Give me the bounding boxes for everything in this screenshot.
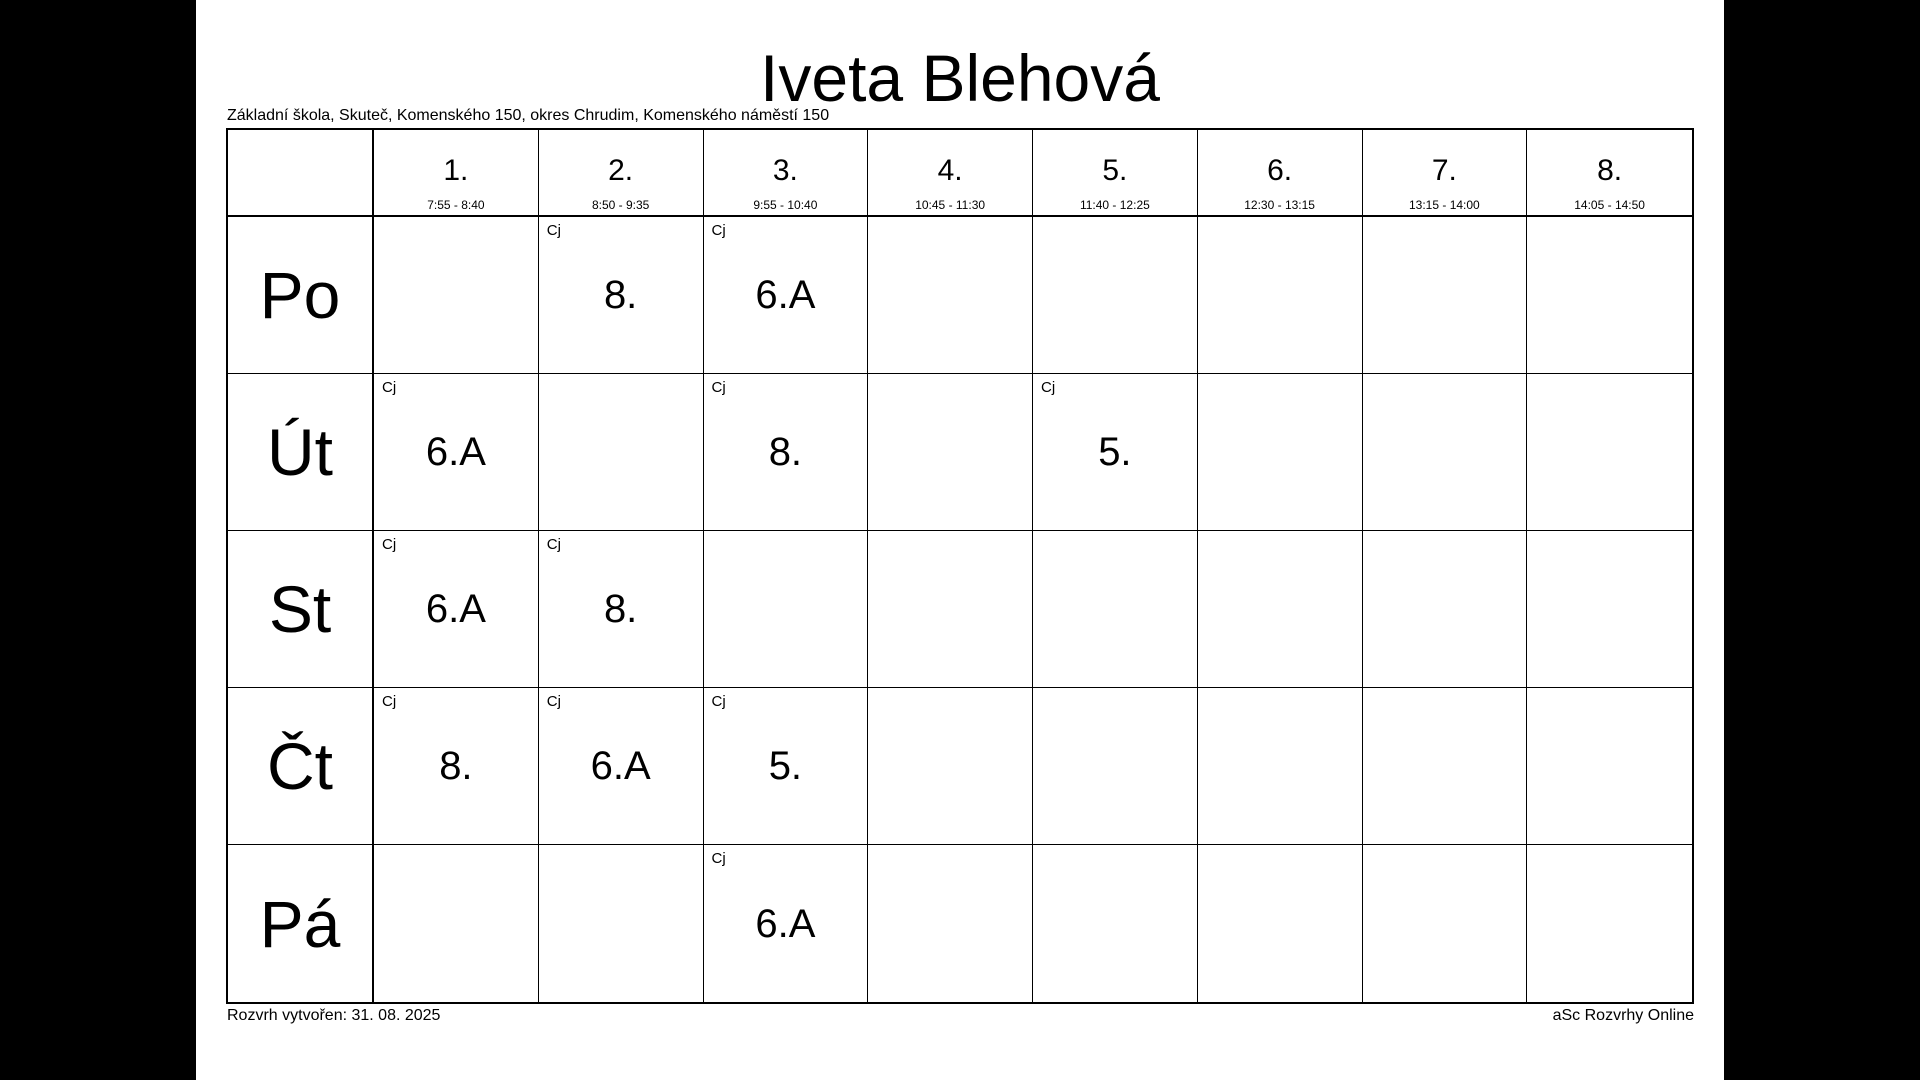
empty-slot [1527,688,1692,845]
lesson-subject: Cj [711,850,726,867]
lesson-class: 5. [1098,430,1132,474]
school-name: Základní škola, Skuteč, Komenského 150, okres Chrudim, Komenského náměstí 150 [227,107,830,124]
period-time: 14:05 - 14:50 [1574,198,1645,212]
period-time: 13:15 - 14:00 [1409,198,1480,212]
lesson-card[interactable] [539,217,704,374]
day-header [228,845,374,1002]
lesson-subject: Cj [546,222,561,239]
period-number: 7. [1431,154,1457,187]
empty-slot [374,845,539,1002]
empty-slot [868,531,1033,688]
empty-slot [1198,217,1363,374]
empty-slot [374,217,539,374]
period-time: 11:40 - 12:25 [1079,198,1150,212]
period-header [1527,130,1692,217]
lesson-card[interactable] [374,531,539,688]
timetable-grid [226,128,1694,1004]
empty-slot [868,217,1033,374]
lesson-subject: Cj [1041,379,1056,396]
period-header [704,130,869,217]
empty-slot [1527,845,1692,1002]
lesson-class: 8. [603,587,638,631]
empty-slot [1363,688,1528,845]
empty-slot [1363,374,1528,531]
lesson-class: 6.A [755,901,816,946]
lesson-card[interactable] [539,531,704,688]
day-header [228,688,374,845]
empty-slot [704,531,869,688]
period-time: 7:55 - 8:40 [427,198,485,212]
corner-cell [228,130,374,217]
page-title: Iveta Blehová [760,41,1160,115]
timetable-sheet [196,0,1724,1080]
period-number: 5. [1102,154,1128,187]
empty-slot [868,845,1033,1002]
period-time: 9:55 - 10:40 [753,198,818,212]
day-label: Pá [259,886,341,961]
lesson-class: 8. [768,430,803,474]
empty-slot [1363,531,1528,688]
lesson-class: 5. [768,744,803,788]
period-number: 2. [608,154,634,187]
empty-slot [539,374,704,531]
period-header [1033,130,1198,217]
period-time: 10:45 - 11:30 [915,198,986,212]
empty-slot [1033,217,1198,374]
period-number: 1. [443,154,469,187]
period-header [868,130,1033,217]
period-number: 4. [937,154,963,187]
day-header [228,374,374,531]
empty-slot [1198,374,1363,531]
day-label: Čt [267,729,333,803]
day-label: Út [267,415,333,489]
period-time: 12:30 - 13:15 [1244,198,1315,212]
lesson-class: 8. [439,744,473,788]
lesson-class: 6.A [755,273,816,317]
empty-slot [1033,688,1198,845]
empty-slot [1033,845,1198,1002]
created-date: Rozvrh vytvořen: 31. 08. 2025 [227,1007,441,1024]
lesson-class: 6.A [425,430,486,474]
empty-slot [868,688,1033,845]
lesson-card[interactable] [704,217,869,374]
empty-slot [1527,374,1692,531]
lesson-card[interactable] [1033,374,1198,531]
period-number: 8. [1597,154,1623,187]
period-header [1198,130,1363,217]
lesson-subject: Cj [382,693,397,710]
lesson-card[interactable] [539,688,704,845]
day-header [228,531,374,688]
lesson-card[interactable] [704,688,869,845]
lesson-class: 6.A [590,744,651,788]
lesson-card[interactable] [374,374,539,531]
lesson-subject: Cj [382,379,397,396]
empty-slot [868,374,1033,531]
empty-slot [1527,531,1692,688]
period-header [539,130,704,217]
lesson-subject: Cj [546,693,561,710]
period-number: 6. [1267,154,1293,187]
brand-label: aSc Rozvrhy Online [1552,1007,1694,1024]
day-label: St [268,572,332,646]
lesson-subject: Cj [711,222,726,239]
empty-slot [1527,217,1692,374]
empty-slot [1198,531,1363,688]
period-time: 8:50 - 9:35 [591,198,650,212]
lesson-subject: Cj [711,693,726,710]
lesson-class: 8. [603,273,638,317]
lesson-card[interactable] [704,374,869,531]
empty-slot [1363,845,1528,1002]
lesson-card[interactable] [704,845,869,1002]
empty-slot [1363,217,1528,374]
empty-slot [1198,845,1363,1002]
lesson-subject: Cj [711,379,726,396]
lesson-subject: Cj [546,536,561,553]
day-header [228,217,374,374]
period-number: 3. [772,154,798,187]
period-header [374,130,539,217]
lesson-card[interactable] [374,688,539,845]
empty-slot [1198,688,1363,845]
lesson-subject: Cj [382,536,397,553]
empty-slot [1033,531,1198,688]
period-header [1363,130,1528,217]
day-label: Po [259,258,341,332]
lesson-class: 6.A [425,587,486,631]
empty-slot [539,845,704,1002]
